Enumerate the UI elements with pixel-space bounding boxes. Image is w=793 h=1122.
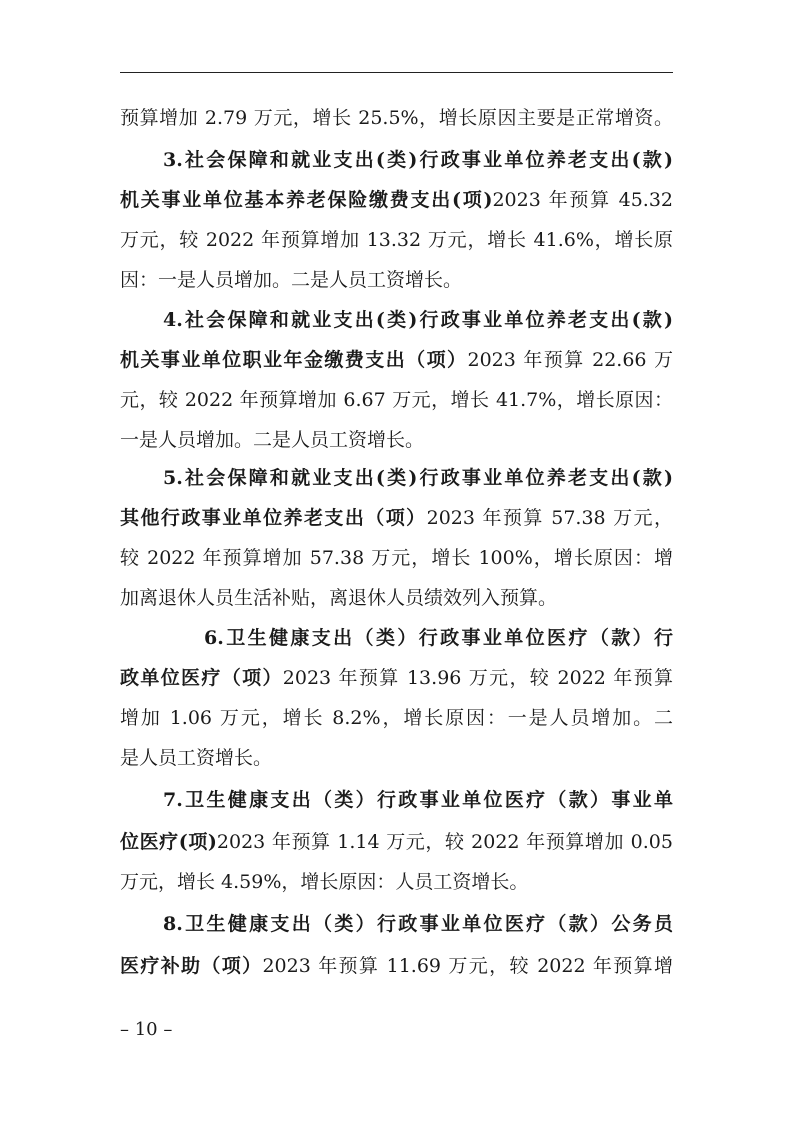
text-line: 因：一是人员增加。二是人员工资增长。 (120, 269, 463, 291)
text-line: 增加 1.06 万元，增长 8.2%，增长原因：一是人员增加。二 (120, 707, 673, 729)
section-heading-line: 8.卫生健康支出（类）行政事业单位医疗（款）公务员 (163, 913, 673, 935)
text-line: 机关事业单位职业年金缴费支出（项）2023 年预算 22.66 万 (120, 349, 673, 371)
text-line: 政单位医疗（项）2023 年预算 13.96 万元，较 2022 年预算 (120, 667, 673, 689)
text-line: 较 2022 年预算增加 57.38 万元，增长 100%，增长原因：增 (120, 547, 673, 569)
section-heading-line: 5.社会保障和就业支出(类)行政事业单位养老支出(款) (163, 467, 673, 489)
section-heading-line: 7.卫生健康支出（类）行政事业单位医疗（款）事业单 (163, 789, 673, 811)
section-heading-line: 6.卫生健康支出（类）行政事业单位医疗（款）行 (204, 627, 673, 649)
section-heading-line: 4.社会保障和就业支出(类)行政事业单位养老支出(款) (163, 309, 673, 331)
text-line: 一是人员增加。二是人员工资增长。 (120, 429, 425, 451)
text-line: 位医疗(项)2023 年预算 1.14 万元，较 2022 年预算增加 0.05 (120, 831, 673, 853)
page-number: – 10 – (120, 1019, 173, 1040)
text-line: 预算增加 2.79 万元，增长 25.5%，增长原因主要是正常增资。 (120, 107, 673, 129)
text-line: 机关事业单位基本养老保险缴费支出(项)2023 年预算 45.32 (120, 189, 673, 211)
header-rule (120, 72, 673, 73)
text-line: 万元，较 2022 年预算增加 13.32 万元，增长 41.6%，增长原 (120, 229, 673, 251)
text-line: 万元，增长 4.59%，增长原因：人员工资增长。 (120, 871, 529, 893)
text-line: 加离退休人员生活补贴，离退休人员绩效列入预算。 (120, 587, 558, 609)
text-line: 元，较 2022 年预算增加 6.67 万元，增长 41.7%，增长原因： (120, 389, 673, 411)
text-line: 其他行政事业单位养老支出（项）2023 年预算 57.38 万元， (120, 507, 673, 529)
text-line: 是人员工资增长。 (120, 747, 273, 769)
section-heading-line: 3.社会保障和就业支出(类)行政事业单位养老支出(款) (163, 149, 673, 171)
text-line: 医疗补助（项）2023 年预算 11.69 万元，较 2022 年预算增 (120, 955, 673, 977)
